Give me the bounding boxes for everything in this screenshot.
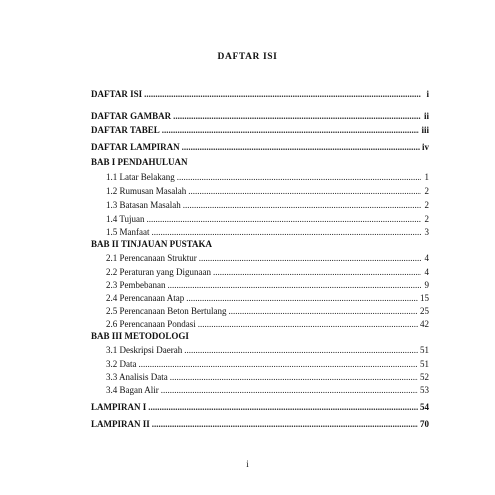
toc-subentry-page: 2 (424, 214, 429, 224)
toc-subentry[interactable] (106, 253, 429, 264)
toc-subentry[interactable] (106, 345, 429, 356)
toc-entry-label: DAFTAR ISI (91, 89, 143, 99)
toc-subentry-page: 3 (424, 227, 429, 237)
dot-leader (228, 306, 418, 317)
toc-entry-label: DAFTAR GAMBAR (91, 111, 172, 121)
dot-leader (213, 267, 421, 278)
toc-subentry[interactable] (106, 372, 429, 383)
toc-entry-page: 54 (420, 402, 429, 412)
toc-subentry[interactable] (106, 280, 429, 291)
toc-subentry-page: 25 (420, 306, 429, 316)
dot-leader (199, 253, 421, 264)
toc-subentry-label: 1.2 Rumusan Masalah (106, 186, 187, 196)
toc-subentry-label: 2.4 Perencanaan Atap (106, 293, 185, 303)
dot-leader (183, 200, 421, 211)
dot-leader (188, 186, 421, 197)
toc-subentry-label: 1.5 Manfaat (106, 227, 150, 237)
toc-subentry[interactable] (106, 293, 429, 304)
toc-entry-page: 70 (420, 419, 429, 429)
toc-subentry-label: 3.4 Bagan Alir (106, 385, 159, 395)
dot-leader (182, 142, 420, 153)
toc-entry-label: DAFTAR LAMPIRAN (91, 142, 180, 152)
toc-entry-page: iv (421, 142, 429, 152)
toc-subentry-page: 51 (420, 345, 429, 355)
chapter-heading-bab-2[interactable] (91, 239, 429, 250)
toc-subentry[interactable] (106, 214, 429, 225)
toc-subentry-label: 2.2 Peraturan yang Digunaan (106, 267, 211, 277)
toc-subentry-page: 52 (420, 372, 429, 382)
toc-entry-page: iii (421, 125, 429, 135)
toc-subentry[interactable] (106, 200, 429, 211)
toc-subentry-label: 3.2 Data (106, 359, 137, 369)
toc-subentry[interactable] (106, 306, 429, 317)
toc-subentry-page: 4 (424, 253, 429, 263)
toc-subentry[interactable] (106, 186, 429, 197)
toc-subentry-page: 51 (420, 359, 429, 369)
toc-subentry-page: 2 (424, 200, 429, 210)
toc-subentry-page: 1 (424, 172, 429, 182)
toc-entry-page: i (426, 89, 429, 99)
dot-leader (167, 280, 421, 291)
dot-leader (144, 89, 421, 100)
chapter-heading-bab-3[interactable] (91, 331, 429, 342)
toc-subentry[interactable] (106, 319, 429, 330)
page-title: DAFTAR ISI (217, 52, 278, 62)
toc-subentry-page: 2 (424, 186, 429, 196)
toc-subentry-label: 3.3 Analisis Data (106, 372, 168, 382)
chapter-heading-bab-1[interactable] (91, 157, 429, 168)
dot-leader (198, 319, 418, 330)
toc-entry-daftar-lampiran[interactable] (91, 142, 429, 153)
dot-leader (152, 419, 418, 430)
chapter-heading-label: BAB II TINJAUAN PUSTAKA (91, 239, 212, 249)
toc-subentry-page: 15 (420, 293, 429, 303)
toc-subentry[interactable] (106, 385, 429, 396)
dot-leader (170, 372, 418, 383)
dot-leader (151, 227, 421, 238)
toc-subentry-label: 2.5 Perencanaan Beton Bertulang (106, 306, 227, 316)
toc-entry-lampiran-1[interactable] (91, 402, 429, 413)
toc-entry-label: LAMPIRAN II (91, 419, 150, 429)
toc-subentry[interactable] (106, 227, 429, 238)
toc-subentry-label: 2.1 Perencanaan Struktur (106, 253, 197, 263)
chapter-heading-label: BAB I PENDAHULUAN (91, 157, 188, 167)
chapter-heading-label: BAB III METODOLOGI (91, 331, 189, 341)
toc-subentry-page: 42 (420, 319, 429, 329)
toc-subentry-label: 2.6 Perencanaan Pondasi (106, 319, 196, 329)
toc-entry-daftar-isi[interactable] (91, 89, 429, 100)
dot-leader (173, 111, 421, 122)
toc-subentry-page: 53 (420, 385, 429, 395)
toc-subentry[interactable] (106, 172, 429, 183)
toc-entry-lampiran-2[interactable] (91, 419, 429, 430)
page-number: i (246, 459, 249, 469)
toc-subentry-label: 1.4 Tujuan (106, 214, 145, 224)
toc-subentry-page: 9 (424, 280, 429, 290)
dot-leader (162, 125, 420, 136)
dot-leader (186, 293, 418, 304)
toc-subentry-page: 4 (424, 267, 429, 277)
dot-leader (161, 385, 418, 396)
toc-subentry-label: 3.1 Deskripsi Daerah (106, 345, 183, 355)
toc-subentry-label: 1.3 Batasan Masalah (106, 200, 181, 210)
dot-leader (148, 402, 418, 413)
toc-subentry[interactable] (106, 267, 429, 278)
dot-leader (184, 345, 418, 356)
dot-leader (139, 359, 419, 370)
toc-subentry-label: 1.1 Latar Belakang (106, 172, 175, 182)
toc-entry-daftar-tabel[interactable] (91, 125, 429, 136)
toc-entry-page: ii (423, 111, 429, 121)
toc-entry-label: LAMPIRAN I (91, 402, 147, 412)
toc-subentry-label: 2.3 Pembebanan (106, 280, 166, 290)
dot-leader (147, 214, 421, 225)
dot-leader (177, 172, 421, 183)
toc-entry-label: DAFTAR TABEL (91, 125, 160, 135)
toc-entry-daftar-gambar[interactable] (91, 111, 429, 122)
toc-subentry[interactable] (106, 359, 429, 370)
